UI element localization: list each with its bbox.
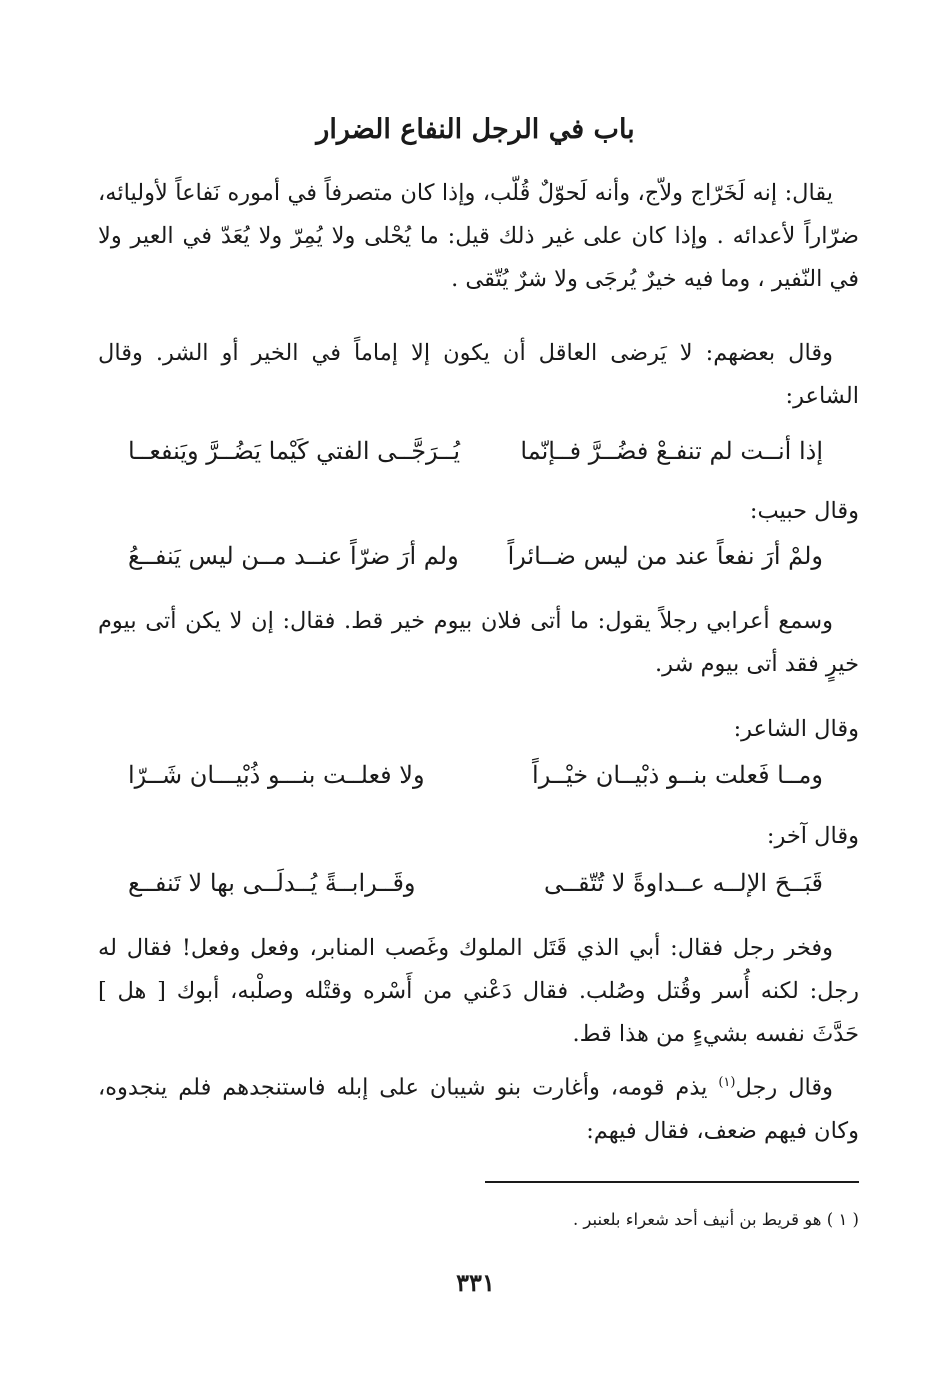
- verse-4: [128, 860, 823, 906]
- verse-3-first-hemistich: ومــا فَعلت بنــو ذبْيــان خيْــراً: [532, 761, 823, 789]
- paragraph-4-text: وسمع أعرابي رجلاً يقول: ما أتى فلان بيوم خير قط. فقال: إن لا يكن أتى بيوم خيرٍ فقد أتى بيوم شر.: [98, 608, 859, 677]
- paragraph-1: [98, 172, 859, 301]
- poet-label-habib: وقال حبيب:: [749, 498, 859, 524]
- footnote: ( ١ ) هو قريط بن أنيف أحد شعراء بلعنبر .: [572, 1210, 859, 1229]
- paragraph-2-text: وقال بعضهم: لا يَرضى العاقل أن يكون إلا إماماً في الخير أو الشر. وقال الشاعر:: [98, 340, 859, 409]
- verse-3-second-hemistich: ولا فعلــت بنـــو ذُبْيـــان شَــرّا: [128, 761, 425, 789]
- paragraph-7: [98, 927, 859, 1056]
- verse-2-second-hemistich: ولم أرَ ضرّاً عنــد مــن ليس يَنفــعُ: [128, 542, 459, 570]
- verse-1-second-hemistich: يُــرَجَّــى الفتي كَيْما يَضُــرَّ ويَنفعــا: [128, 437, 461, 465]
- verse-1-first-hemistich: إذا أنــت لم تنفـعْ فضُــرَّ فــإنّما: [520, 437, 823, 465]
- paragraph-8-text-a: وقال رجل: [735, 1074, 834, 1101]
- page-title: باب في الرجل النفاع الضرار: [316, 114, 635, 145]
- footnote-divider: [485, 1181, 859, 1183]
- footnote-marker: (١): [718, 1075, 736, 1090]
- verse-3: [128, 752, 823, 798]
- verse-4-first-hemistich: قَبَــحَ الإلــه عــداوةً لا تُتّقــى: [543, 869, 823, 897]
- paragraph-7-text: وفخر رجل فقال: أبي الذي قَتَل الملوك وغَصب المنابر، وفعل وفعل! فقال له رجل: لكنه أُسر وقُتل وصُلب. فقال دَعْني من أَسْره وقتْله وصلْبه، أبوك [ هل ] حَدَّثَ نفسه بشيءٍ من هذا قط.: [98, 935, 859, 1047]
- verse-2-first-hemistich: ولمْ أرَ نفعاً عند من ليس ضــائراً: [507, 542, 823, 570]
- verse-4-second-hemistich: وقَــرابــةً يُــدلَــى بها لا تَنفــع: [128, 869, 416, 897]
- poet-label-shaer: وقال الشاعر:: [733, 716, 859, 742]
- paragraph-4: [98, 600, 859, 686]
- verse-1: [128, 428, 823, 474]
- paragraph-8-text-b: يذم قومه، وأغارت بنو شيبان على إبله فاستنجدهم فلم ينجدوه، وكان فيهم ضعف، فقال فيهم:: [98, 1074, 859, 1144]
- verse-2: [128, 533, 823, 579]
- paragraph-2: [98, 332, 859, 418]
- paragraph-8: [98, 1061, 859, 1153]
- poet-label-akhar: وقال آخر:: [766, 823, 859, 849]
- paragraph-1-text: يقال: إنه لَخَرّاج ولاّج، وأنه لَحوّلٌ قُلّب، وإذا كان متصرفاً في أموره نَفاعاً لأوليائه، ضرّاراً لأعدائه . وإذا كان على غير ذلك قيل: ما يُحْلى ولا يُمِرّ ولا يُعَدّ في العير ولا في النّفير ، وما فيه خيرٌ يُرجَى ولا شرٌ يُتّقى .: [98, 180, 859, 292]
- page-number: ٣٣١: [456, 1268, 495, 1297]
